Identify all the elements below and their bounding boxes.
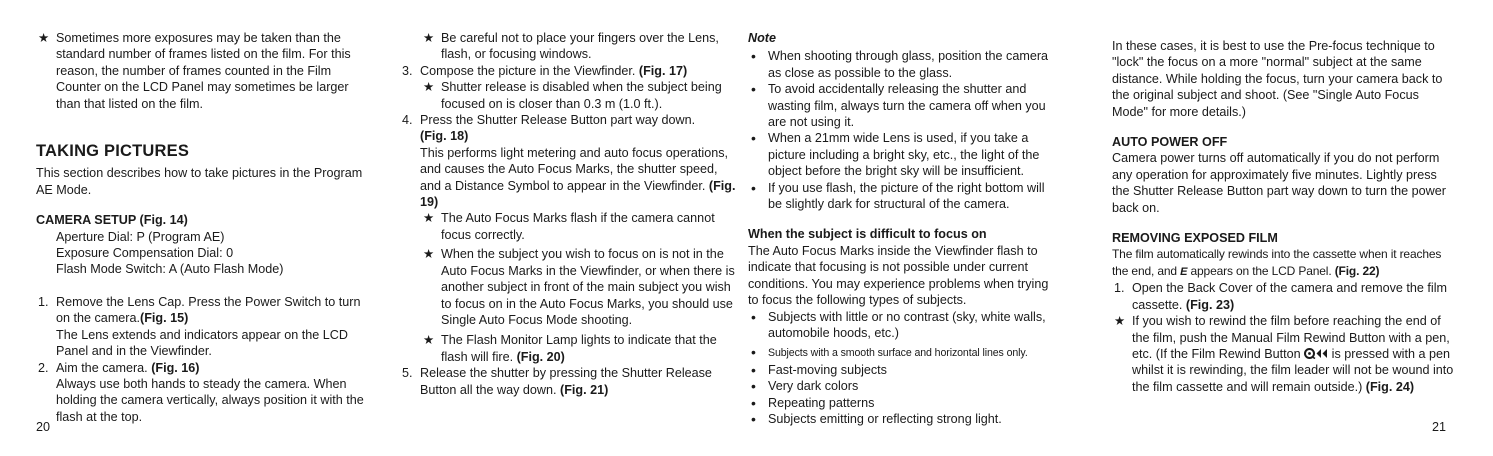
- step-3: [400, 63, 738, 79]
- star-item: [400, 210, 738, 243]
- star-item: [400, 79, 738, 112]
- bullet-icon: •: [751, 308, 756, 325]
- step-number: 1.: [1114, 281, 1125, 296]
- step-2: [36, 360, 374, 426]
- star-item-text: The Auto Focus Marks flash if the camera cannot focus correctly.: [441, 211, 715, 242]
- bullet-icon: •: [751, 361, 756, 378]
- removing-film-intro-part: appears on the LCD Panel.: [1187, 263, 1335, 278]
- prefocus-paragraph: In these cases, it is best to use the Pre-focus technique to "lock" the focus on a more "normal" subject at the same distance. While holding the focus, turn your camera back to the original subject and shoot. (See "Single Auto Focus Mode" for more details.): [1112, 39, 1443, 119]
- subject-bullet: [748, 309, 1060, 342]
- subject-text: Subjects with a smooth surface and horizontal lines only.: [768, 347, 1028, 360]
- star-icon: ★: [423, 211, 435, 226]
- step-5: [400, 365, 738, 398]
- bullet-icon: •: [751, 394, 756, 411]
- star-item-text: Be careful not to place your fingers over the Lens, flash, or focusing windows.: [441, 31, 719, 62]
- subject-bullet: [748, 362, 1060, 378]
- note-bullet-text: If you use flash, the picture of the right bottom will be slightly dark for structural of the camera.: [768, 180, 1045, 212]
- step-3-text: Compose the picture in the Viewfinder.: [420, 63, 639, 78]
- step-1: [36, 294, 374, 360]
- note-bullet: [748, 180, 1060, 213]
- setup-line: Aperture Dial: P (Program AE): [56, 229, 225, 244]
- subject-text: Subjects with little or no contrast (sky, white walls, automobile hoods, etc.): [768, 309, 1046, 340]
- star-icon: ★: [423, 31, 435, 45]
- removing-film-intro-part: The film automatically rewinds into the cassette when it reaches the end, and: [1112, 247, 1442, 278]
- note-bullet-text: When a 21mm wide Lens is used, if you take a picture including a bright sky, etc., the light of the object before the bright sky will be insufficient.: [768, 131, 1040, 179]
- star-item-text: Shutter release is disabled when the subject being focused on is closer than 0.3 m (1.0 ft.).: [441, 80, 722, 111]
- setup-line: Exposure Compensation Dial: 0: [56, 246, 234, 261]
- step-number: 2.: [38, 360, 49, 375]
- star-icon: ★: [38, 31, 50, 45]
- step-4: [400, 112, 738, 210]
- note-bullet: [748, 48, 1060, 81]
- step-4-fig: (Fig. 18): [420, 129, 469, 144]
- column-1: [36, 30, 374, 425]
- star-icon: ★: [423, 80, 435, 95]
- camera-setup-list: [36, 229, 374, 278]
- star-note: [36, 30, 374, 112]
- star-item-text: The Flash Monitor Lamp lights to indicate that the flash will fire.: [441, 333, 717, 364]
- section-intro: This section describes how to take pictures in the Program AE Mode.: [36, 166, 363, 197]
- auto-power-off-title: AUTO POWER OFF: [1112, 135, 1228, 150]
- subject-text: Very dark colors: [768, 379, 859, 394]
- star-icon: ★: [423, 247, 435, 262]
- removing-star-fig: (Fig. 24): [1365, 379, 1415, 394]
- star-note-text: Sometimes more exposures may be taken than the standard number of frames listed on the film. For this reason, the number of frames counted in the Film Counter on the LCD Panel may sometimes be larger than that listed on the film.: [56, 31, 351, 111]
- subject-text: Fast-moving subjects: [768, 362, 887, 377]
- step-4-desc-fig: (Fig. 19): [420, 178, 736, 210]
- step-5-text: Release the shutter by pressing the Shutter Release Button all the way down.: [420, 366, 712, 397]
- film-end-symbol: E: [1180, 265, 1188, 278]
- column-2: [400, 30, 738, 398]
- step-2-fig: (Fig. 16): [151, 360, 200, 375]
- difficult-focus-title: When the subject is difficult to focus on: [748, 227, 987, 242]
- auto-power-off-text: Camera power turns off automatically if you do not perform any operation for approximately five minutes. Lightly press the Shutter Release Button part way down to turn the power back on.: [1112, 151, 1446, 215]
- bullet-icon: •: [751, 344, 756, 361]
- step-4-desc: This performs light metering and auto focus operations, and causes the Auto Focus Marks, the shutter speed, and a Distance Symbol to appear in the Viewfinder.: [420, 145, 729, 193]
- star-item: [400, 30, 738, 63]
- removing-film-intro: [1112, 246, 1456, 280]
- subject-text: Subjects emitting or reflecting strong light.: [768, 411, 1002, 426]
- bullet-icon: •: [751, 410, 756, 427]
- removing-star: [1112, 313, 1456, 395]
- bullet-icon: •: [751, 130, 756, 147]
- step-1-text: Remove the Lens Cap. Press the Power Switch to turn on the camera.: [56, 294, 361, 326]
- film-rewind-button-icon: [1304, 348, 1328, 359]
- star-item: [400, 332, 738, 365]
- step-1-fig: (Fig. 15): [140, 311, 189, 326]
- star-item-fig: (Fig. 20): [516, 349, 565, 364]
- note-bullet: [748, 130, 1060, 179]
- star-icon: ★: [423, 333, 435, 348]
- note-bullet-text: When shooting through glass, position the camera as close as possible to the glass.: [768, 49, 1049, 80]
- step-number: 3.: [402, 63, 413, 78]
- star-icon: ★: [1114, 314, 1126, 329]
- setup-line: Flash Mode Switch: A (Auto Flash Mode): [56, 262, 284, 277]
- subject-bullet: [748, 411, 1060, 427]
- removing-step-1-fig: (Fig. 23): [1185, 297, 1235, 312]
- star-item-text: When the subject you wish to focus on is not in the Auto Focus Marks in the Viewfinder, or when there is another subject in front of the main subject you wish to focus on in the Auto Focus Marks, you should use Single Auto Focus Mode shooting.: [441, 247, 735, 327]
- column-4: [1112, 38, 1456, 395]
- removing-film-fig: (Fig. 22): [1334, 263, 1380, 278]
- step-2-detail: Always use both hands to steady the camera. When holding the camera vertically, always position it with the flash at the top.: [56, 376, 364, 424]
- removing-star-text: If you wish to rewind the film before reaching the end of the film, push the Manual Film Rewind Button with a pen, etc. (If the Film Rewind Button: [1132, 314, 1450, 361]
- step-3-fig: (Fig. 17): [638, 63, 688, 78]
- subject-bullet: [748, 344, 1060, 361]
- bullet-icon: •: [751, 48, 756, 65]
- section-title: TAKING PICTURES: [36, 142, 190, 161]
- step-1-detail: The Lens extends and indicators appear on the LCD Panel and in the Viewfinder.: [56, 327, 348, 359]
- subject-bullet: [748, 378, 1060, 394]
- page-number-right: 21: [1432, 420, 1447, 434]
- page-number-left: 20: [36, 420, 51, 434]
- subject-bullet: [748, 395, 1060, 411]
- removing-step-1-text: Open the Back Cover of the camera and remove the film cassette.: [1132, 281, 1447, 312]
- step-number: 4.: [402, 113, 413, 128]
- difficult-focus-intro: The Auto Focus Marks inside the Viewfinder flash to indicate that focusing is not possible under current conditions. You may experience problems when trying to focus the following types of subjects.: [748, 243, 1049, 308]
- step-number: 5.: [402, 366, 413, 381]
- step-5-fig: (Fig. 21): [560, 382, 609, 397]
- step-number: 1.: [38, 294, 49, 309]
- subject-text: Repeating patterns: [768, 395, 875, 410]
- bullet-icon: •: [751, 81, 756, 98]
- step-4-text: Press the Shutter Release Button part way down.: [420, 113, 696, 128]
- removing-film-title: REMOVING EXPOSED FILM: [1112, 231, 1278, 246]
- star-item: [400, 246, 738, 328]
- removing-step-1: [1112, 280, 1456, 313]
- bullet-icon: •: [751, 179, 756, 196]
- note-bullet: [748, 81, 1060, 130]
- camera-setup-title: CAMERA SETUP (Fig. 14): [36, 213, 188, 228]
- note-bullet-text: To avoid accidentally releasing the shutter and wasting film, always turn the camera off when you are not using it.: [768, 82, 1046, 130]
- bullet-icon: •: [751, 378, 756, 395]
- step-2-text: Aim the camera.: [56, 360, 152, 375]
- note-title: Note: [748, 31, 776, 45]
- column-3: [748, 30, 1060, 427]
- removing-star-text: is pressed with a pen whilst it is rewinding, the film leader will not be wound into the film cassette and will remain outside.): [1132, 346, 1454, 394]
